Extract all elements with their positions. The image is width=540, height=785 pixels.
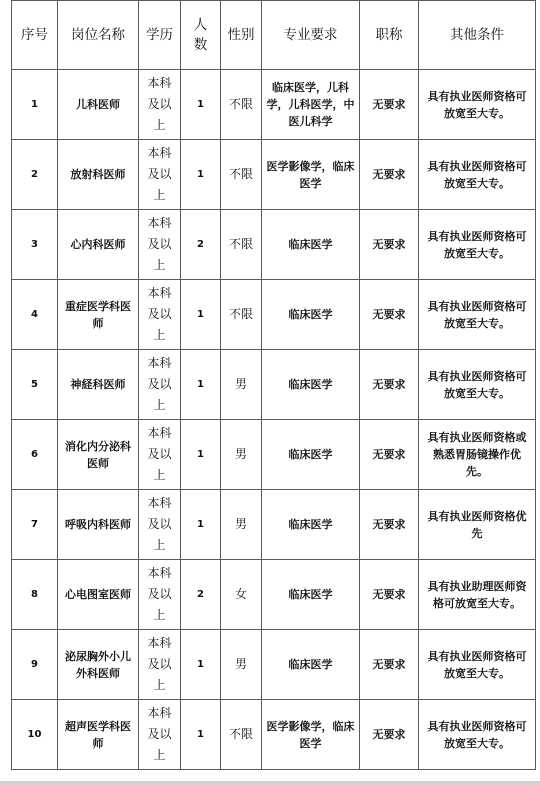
header-title: 职称	[360, 1, 419, 70]
cell-education	[139, 630, 181, 700]
edu-line-2: 及以	[147, 727, 172, 741]
edu-line-1: 本科	[147, 146, 172, 160]
cell-other: 具有执业医师资格优先	[419, 490, 536, 560]
header-sex: 性别	[221, 1, 262, 70]
cell-post: 心内科医师	[58, 210, 139, 280]
cell-major: 临床医学	[262, 630, 360, 700]
cell-post: 呼吸内科医师	[58, 490, 139, 560]
cell-no: 10	[12, 700, 58, 770]
edu-line-1: 本科	[147, 356, 172, 370]
cell-no: 4	[12, 280, 58, 350]
cell-no: 2	[12, 140, 58, 210]
edu-line-3: 上	[153, 328, 166, 342]
cell-sex: 男	[221, 490, 262, 560]
table-row	[12, 700, 536, 770]
cell-sex: 不限	[221, 140, 262, 210]
cell-count: 2	[181, 210, 221, 280]
cell-count: 1	[181, 420, 221, 490]
edu-line-1: 本科	[147, 496, 172, 510]
cell-count: 1	[181, 140, 221, 210]
cell-title: 无要求	[360, 630, 419, 700]
cell-sex: 不限	[221, 700, 262, 770]
edu-line-3: 上	[153, 748, 166, 762]
table-row	[12, 630, 536, 700]
cell-other: 具有执业医师资格可放宽至大专。	[419, 280, 536, 350]
cell-other: 具有执业医师资格可放宽至大专。	[419, 700, 536, 770]
cell-no: 1	[12, 70, 58, 140]
cell-no: 7	[12, 490, 58, 560]
table-row	[12, 280, 536, 350]
edu-line-1: 本科	[147, 636, 172, 650]
edu-line-2: 及以	[147, 167, 172, 181]
cell-other: 具有执业医师资格可放宽至大专。	[419, 630, 536, 700]
edu-line-2: 及以	[147, 517, 172, 531]
edu-line-3: 上	[153, 538, 166, 552]
cell-other: 具有执业医师资格可放宽至大专。	[419, 140, 536, 210]
cell-other: 具有执业医师资格可放宽至大专。	[419, 70, 536, 140]
cell-sex: 男	[221, 630, 262, 700]
edu-line-2: 及以	[147, 377, 172, 391]
header-education: 学历	[139, 1, 181, 70]
header-row	[12, 1, 536, 70]
cell-no: 9	[12, 630, 58, 700]
cell-education	[139, 140, 181, 210]
edu-line-2: 及以	[147, 657, 172, 671]
cell-major: 临床医学	[262, 280, 360, 350]
edu-line-3: 上	[153, 398, 166, 412]
cell-post: 心电图室医师	[58, 560, 139, 630]
cell-major: 临床医学	[262, 350, 360, 420]
cell-sex: 女	[221, 560, 262, 630]
cell-education	[139, 350, 181, 420]
table-row	[12, 70, 536, 140]
cell-post: 泌尿胸外小儿外科医师	[58, 630, 139, 700]
cell-major: 临床医学，儿科学，儿科医学，中医儿科学	[262, 70, 360, 140]
cell-post: 消化内分泌科医师	[58, 420, 139, 490]
cell-sex: 男	[221, 420, 262, 490]
edu-line-3: 上	[153, 118, 166, 132]
table-row	[12, 210, 536, 280]
cell-no: 5	[12, 350, 58, 420]
cell-education	[139, 210, 181, 280]
cell-education	[139, 420, 181, 490]
cell-post: 超声医学科医师	[58, 700, 139, 770]
edu-line-1: 本科	[147, 566, 172, 580]
cell-education	[139, 70, 181, 140]
cell-sex: 不限	[221, 210, 262, 280]
header-other: 其他条件	[419, 1, 536, 70]
cell-major: 医学影像学，临床医学	[262, 700, 360, 770]
edu-line-3: 上	[153, 608, 166, 622]
header-count-line-2: 数	[193, 37, 208, 53]
cell-title: 无要求	[360, 70, 419, 140]
cell-count: 1	[181, 70, 221, 140]
header-post: 岗位名称	[58, 1, 139, 70]
edu-line-2: 及以	[147, 307, 172, 321]
cell-major: 医学影像学，临床医学	[262, 140, 360, 210]
edu-line-1: 本科	[147, 426, 172, 440]
cell-title: 无要求	[360, 280, 419, 350]
cell-title: 无要求	[360, 700, 419, 770]
edu-line-2: 及以	[147, 587, 172, 601]
cell-post: 重症医学科医师	[58, 280, 139, 350]
cell-title: 无要求	[360, 490, 419, 560]
cell-sex: 男	[221, 350, 262, 420]
header-count-line-1: 人	[193, 17, 208, 33]
cell-count: 1	[181, 280, 221, 350]
cell-no: 6	[12, 420, 58, 490]
header-no: 序号	[12, 1, 58, 70]
edu-line-1: 本科	[147, 706, 172, 720]
cell-sex: 不限	[221, 280, 262, 350]
edu-line-2: 及以	[147, 447, 172, 461]
cell-count: 1	[181, 630, 221, 700]
edu-line-3: 上	[153, 678, 166, 692]
edu-line-1: 本科	[147, 76, 172, 90]
cell-major: 临床医学	[262, 560, 360, 630]
cell-title: 无要求	[360, 420, 419, 490]
cell-major: 临床医学	[262, 490, 360, 560]
cell-education	[139, 700, 181, 770]
edu-line-3: 上	[153, 468, 166, 482]
cell-count: 1	[181, 700, 221, 770]
cell-count: 1	[181, 490, 221, 560]
cell-other: 具有执业医师资格可放宽至大专。	[419, 210, 536, 280]
cell-title: 无要求	[360, 350, 419, 420]
cell-other: 具有执业医师资格或熟悉胃肠镜操作优先。	[419, 420, 536, 490]
table-row	[12, 560, 536, 630]
cell-other: 具有执业助理医师资格可放宽至大专。	[419, 560, 536, 630]
cell-count: 2	[181, 560, 221, 630]
cell-title: 无要求	[360, 560, 419, 630]
edu-line-2: 及以	[147, 237, 172, 251]
table-body	[12, 70, 536, 770]
cell-no: 3	[12, 210, 58, 280]
cell-post: 神経科医师	[58, 350, 139, 420]
table-row	[12, 140, 536, 210]
cell-title: 无要求	[360, 210, 419, 280]
cell-education	[139, 560, 181, 630]
cell-major: 临床医学	[262, 210, 360, 280]
cell-education	[139, 280, 181, 350]
cell-post: 儿科医师	[58, 70, 139, 140]
recruitment-table	[11, 0, 536, 770]
cell-sex: 不限	[221, 70, 262, 140]
cell-education	[139, 490, 181, 560]
table-row	[12, 350, 536, 420]
edu-line-1: 本科	[147, 286, 172, 300]
edu-line-3: 上	[153, 188, 166, 202]
table-row	[12, 420, 536, 490]
edu-line-3: 上	[153, 258, 166, 272]
cell-title: 无要求	[360, 140, 419, 210]
cell-count: 1	[181, 350, 221, 420]
cell-other: 具有执业医师资格可放宽至大专。	[419, 350, 536, 420]
header-major: 专业要求	[262, 1, 360, 70]
bottom-edge-strip	[0, 781, 540, 785]
table-row	[12, 490, 536, 560]
cell-major: 临床医学	[262, 420, 360, 490]
cell-post: 放射科医师	[58, 140, 139, 210]
cell-no: 8	[12, 560, 58, 630]
edu-line-1: 本科	[147, 216, 172, 230]
edu-line-2: 及以	[147, 97, 172, 111]
header-count	[181, 1, 221, 70]
